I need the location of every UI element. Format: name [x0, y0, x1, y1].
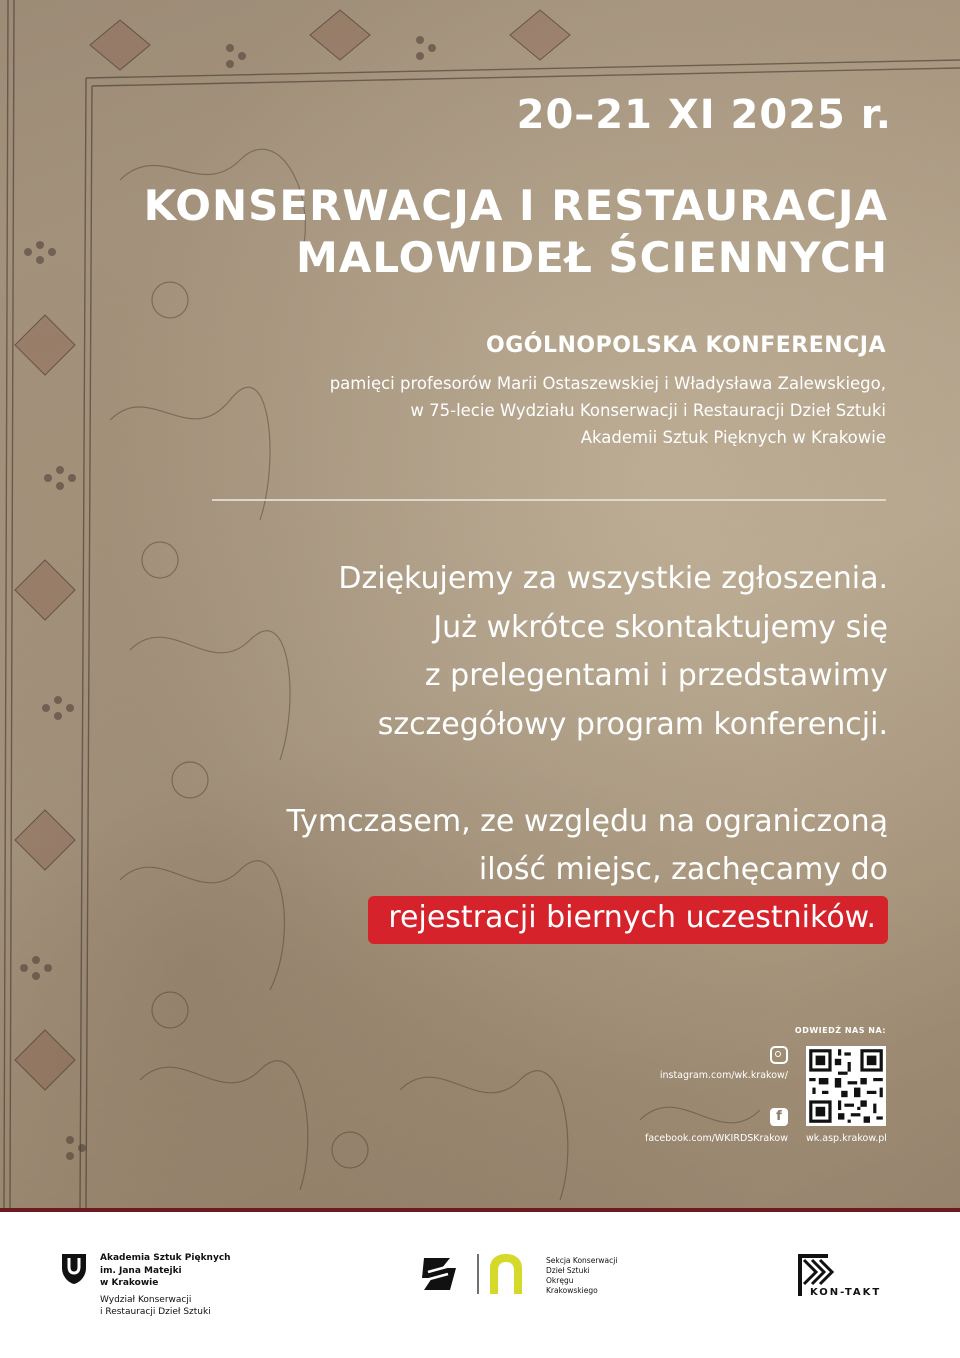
- desc-line-3: Akademii Sztuk Pięknych w Krakowie: [580, 428, 886, 447]
- sk-line-3: Okręgu: [546, 1276, 574, 1285]
- title-line-2: MALOWIDEŁ ŚCIENNYCH: [296, 233, 888, 282]
- qr-code[interactable]: [806, 1046, 886, 1126]
- thanks-line-3: z prelegentami i przedstawimy: [424, 658, 888, 693]
- facebook-link[interactable]: facebook.com/WKIRDSKrakow: [645, 1133, 788, 1144]
- skdz-logo-icon: [420, 1250, 540, 1296]
- sk-line-2: Dzieł Sztuki: [546, 1266, 590, 1275]
- thanks-line-1: Dziękujemy za wszystkie zgłoszenia.: [338, 561, 888, 596]
- thanks-line-4: szczegółowy program konferencji.: [377, 706, 888, 742]
- instagram-icon[interactable]: [770, 1046, 788, 1064]
- asp-line-5: i Restauracji Dzieł Sztuki: [100, 1307, 211, 1317]
- section-divider: [212, 499, 886, 501]
- registration-link[interactable]: rejestracji biernych uczestników.: [368, 896, 888, 944]
- qr-code-graphic: [806, 1046, 886, 1126]
- meantime-line-2: ilość miejsc, zachęcamy do: [478, 852, 888, 887]
- conference-description: [166, 370, 886, 451]
- conference-subtitle: OGÓLNOPOLSKA KONFERENCJA: [486, 333, 886, 358]
- desc-line-2: w 75-lecie Wydziału Konserwacji i Restauracji Dzieł Sztuki: [410, 401, 886, 420]
- skdz-logo-text: [546, 1256, 617, 1296]
- meantime-line-1: Tymczasem, ze względu na ograniczoną: [286, 804, 888, 839]
- asp-logo-text: [100, 1252, 231, 1319]
- meantime-message: [88, 798, 888, 944]
- facebook-icon[interactable]: f: [770, 1108, 788, 1126]
- website-link[interactable]: wk.asp.krakow.pl: [806, 1133, 887, 1144]
- asp-line-3: w Krakowie: [100, 1278, 159, 1288]
- visit-us-label: ODWIEDŹ NAS NA:: [794, 1026, 886, 1035]
- conference-title: [68, 180, 888, 284]
- kontakt-label: KON-TAKT: [810, 1287, 882, 1298]
- event-date: 20–21 XI 2025 r.: [516, 92, 892, 138]
- thanks-message: [128, 555, 888, 749]
- sk-line-1: Sekcja Konserwacji: [546, 1256, 618, 1265]
- instagram-link[interactable]: instagram.com/wk.krakow/: [659, 1070, 788, 1081]
- sk-line-4: Krakowskiego: [546, 1286, 598, 1295]
- asp-line-2: im. Jana Matejki: [100, 1265, 182, 1276]
- asp-shield-icon: [60, 1252, 88, 1286]
- desc-line-1: pamięci profesorów Marii Ostaszewskiej i Władysława Zalewskiego,: [329, 374, 886, 393]
- title-line-1: KONSERWACJA I RESTAURACJA: [143, 181, 888, 230]
- thanks-line-2: Już wkrótce skontaktujemy się: [433, 609, 888, 645]
- asp-line-4: Wydział Konserwacji: [100, 1294, 192, 1305]
- asp-line-1: Akademia Sztuk Pięknych: [100, 1253, 231, 1263]
